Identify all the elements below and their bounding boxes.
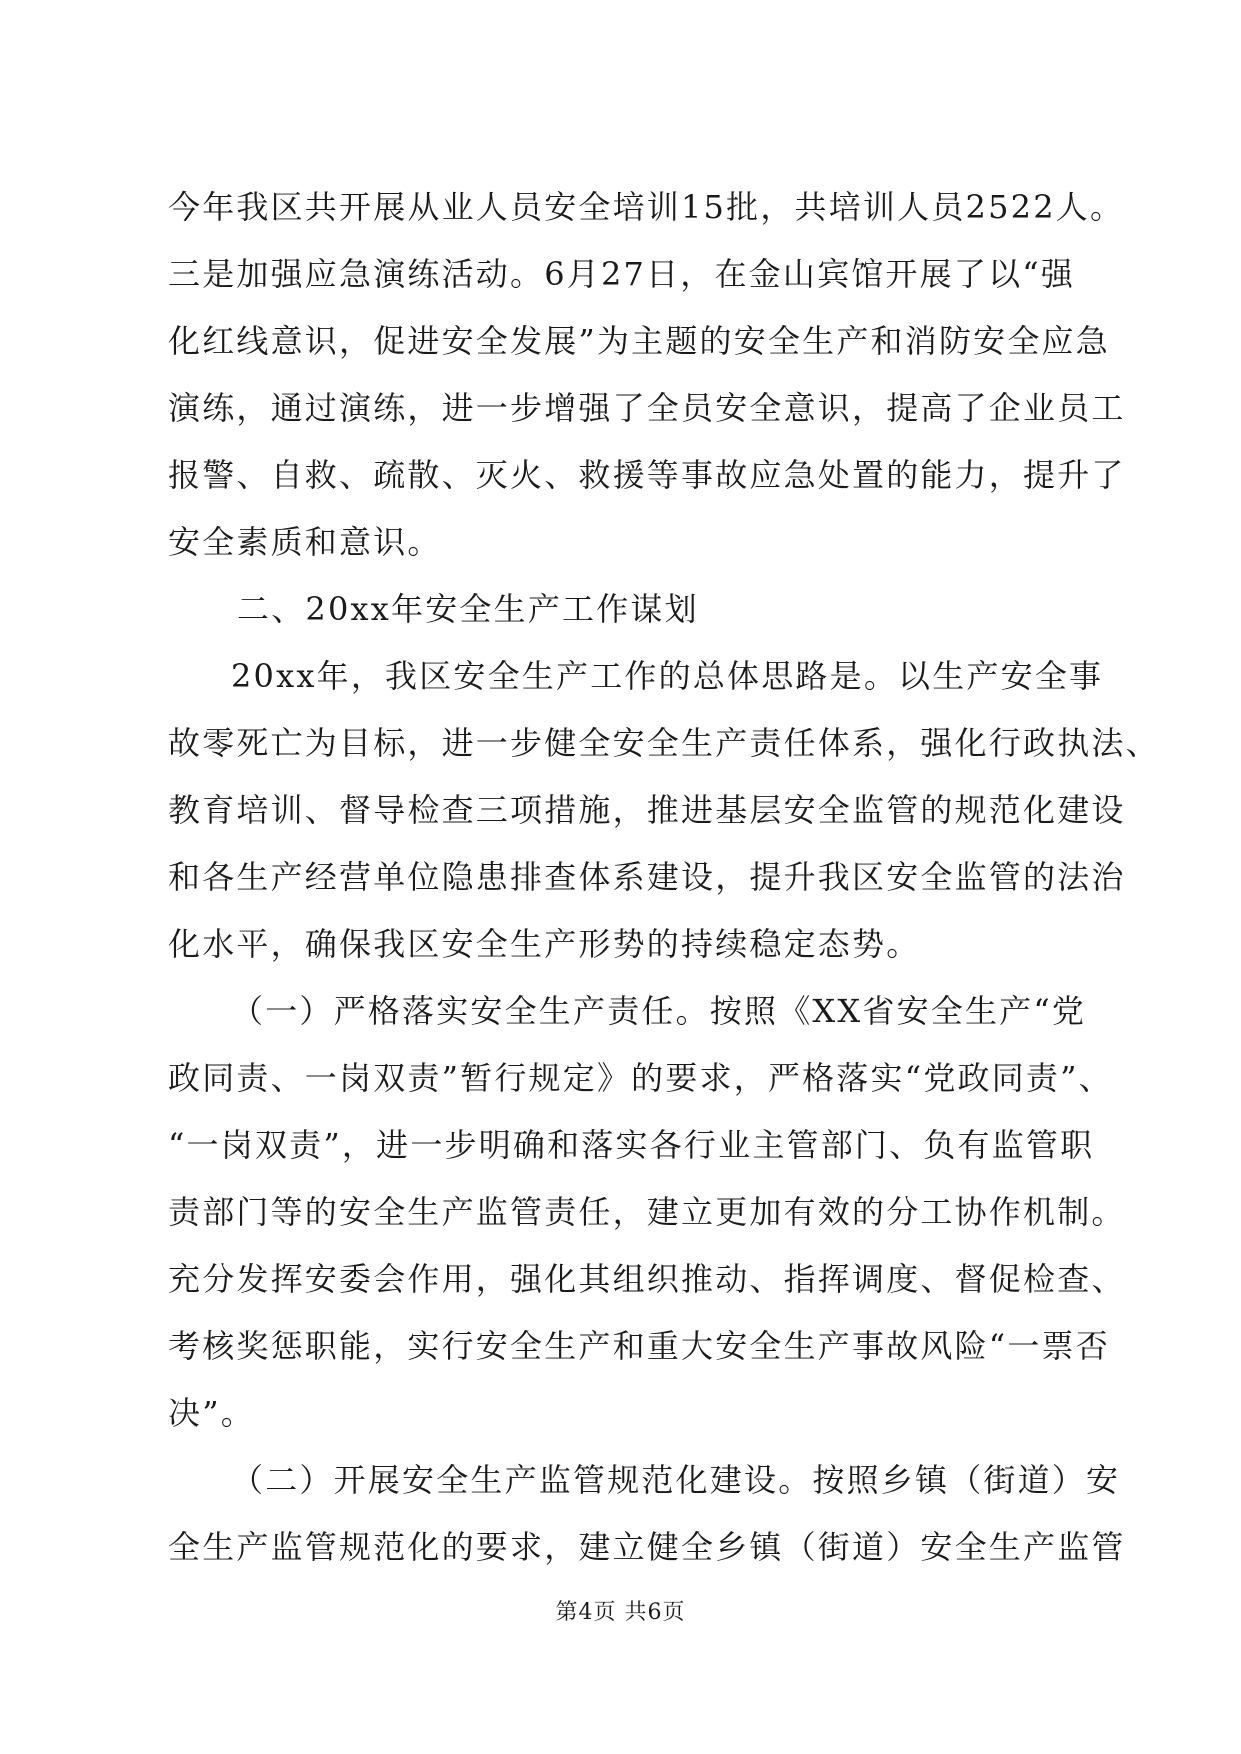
body-line-17: 充分发挥安委会作用，强化其组织推动、指挥调度、督促检查、	[168, 1260, 1126, 1298]
subsection-1-line-1: （一）严格落实安全生产责任。按照《XX省安全生产“党	[231, 992, 1087, 1030]
body-line-1: 今年我区共开展从业人员安全培训15批，共培训人员2522人。	[168, 188, 1125, 226]
body-line-10: 教育培训、督导检查三项措施，推进基层安全监管的规范化建设	[168, 791, 1126, 829]
body-line-8: 20xx年，我区安全生产工作的总体思路是。以生产安全事	[231, 657, 1104, 695]
section-heading: 二、20xx年安全生产工作谋划	[237, 590, 699, 628]
body-line-5: 报警、自救、疏散、灭火、救援等事故应急处置的能力，提升了	[168, 456, 1126, 494]
body-line-16: 责部门等的安全生产监管责任，建立更加有效的分工协作机制。	[168, 1193, 1126, 1231]
body-line-4: 演练，通过演练，进一步增强了全员安全意识，提高了企业员工	[168, 389, 1126, 427]
body-line-21: 全生产监管规范化的要求，建立健全乡镇（街道）安全生产监管	[168, 1528, 1126, 1566]
body-line-12: 化水平，确保我区安全生产形势的持续稳定态势。	[168, 925, 921, 963]
body-line-18: 考核奖惩职能，实行安全生产和重大安全生产事故风险“一票否	[168, 1327, 1110, 1365]
body-line-14: 政同责、一岗双责”暂行规定》的要求，严格落实“党政同责”、	[168, 1059, 1113, 1097]
body-line-9: 故零死亡为目标，进一步健全安全生产责任体系，强化行政执法、	[168, 724, 1160, 762]
body-line-6: 安全素质和意识。	[168, 523, 442, 561]
body-line-11: 和各生产经营单位隐患排查体系建设，提升我区安全监管的法治	[168, 858, 1126, 896]
body-line-3: 化红线意识，促进安全发展”为主题的安全生产和消防安全应急	[168, 322, 1110, 360]
body-line-15: “一岗双责”，进一步明确和落实各行业主管部门、负有监管职	[168, 1126, 1095, 1164]
body-line-2: 三是加强应急演练活动。6月27日，在金山宾馆开展了以“强	[168, 255, 1076, 293]
subsection-2-line-1: （二）开展安全生产监管规范化建设。按照乡镇（街道）安	[231, 1461, 1121, 1499]
body-line-19: 决”。	[168, 1394, 255, 1432]
page-number-footer: 第4页 共6页	[555, 1600, 686, 1625]
